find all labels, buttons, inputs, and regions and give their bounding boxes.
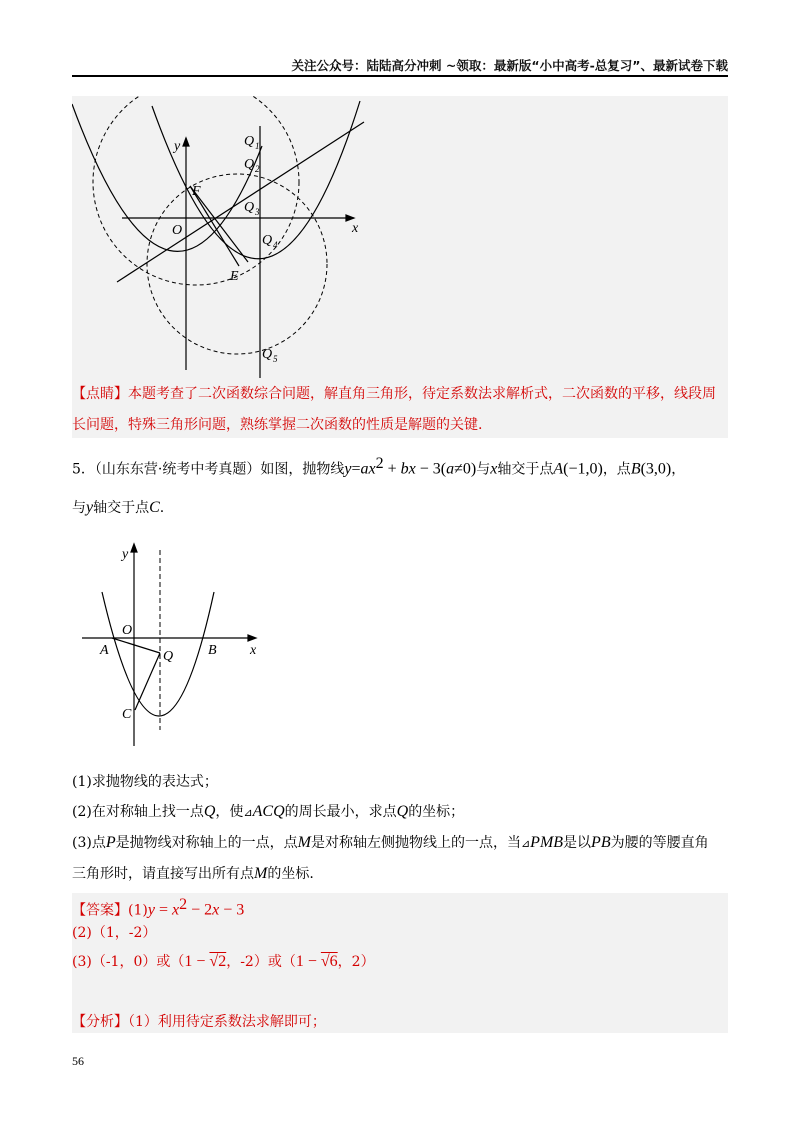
figure-2-graph <box>72 540 272 750</box>
answer-1-y: y <box>147 901 155 919</box>
graph1-label-Q5: Q <box>262 347 273 362</box>
question-2 <box>72 802 728 823</box>
answer-1-prefix: (1) <box>128 902 148 919</box>
answer-3-c: ，-2）或（ <box>226 954 296 970</box>
graph1-sub-5: 5 <box>273 354 278 364</box>
question-3-line-2 <box>72 864 728 884</box>
graph1-parabola-1 <box>72 104 262 251</box>
graph2-y-arrow <box>131 544 137 552</box>
problem-number: 5． <box>72 461 95 478</box>
answer-2: (2)（1，-2） <box>72 925 157 941</box>
answer-1-x: x <box>171 901 180 919</box>
answer-1-x2: x <box>212 901 220 919</box>
answer-tag: 【答案】 <box>72 902 128 919</box>
q2-text-a: (2)在对称轴上找一点 <box>72 804 204 820</box>
graph1-label-y: y <box>174 139 181 154</box>
graph2-parabola <box>102 592 214 716</box>
eq-cond-close: ) <box>470 460 477 478</box>
problem-text-b: 轴交于点 <box>497 461 554 478</box>
problem-line2-c: . <box>159 500 165 516</box>
graph2-label-B: B <box>208 643 217 658</box>
q3-triangle-symbol: ⊿ <box>520 837 531 850</box>
point-A: A <box>553 460 564 478</box>
q2-ACQ: ACQ <box>252 803 285 820</box>
analysis-tag: 【分析】 <box>72 1014 128 1030</box>
answer-3-a: (3)（-1，0）或（ <box>72 954 185 970</box>
answer-3-sqrt6: √6 <box>320 953 338 970</box>
comment-line-1 <box>72 384 728 404</box>
problem-line2-a: 与 <box>72 500 86 516</box>
q3-line2-b: 的坐标. <box>267 866 314 882</box>
eq-equals: = <box>351 460 361 478</box>
graph1-label-O: O <box>172 223 183 238</box>
eq-cond-ne: ≠0 <box>454 460 471 478</box>
graph1-slant-line <box>117 122 364 282</box>
problem-y: y <box>86 499 94 516</box>
eq-square: 2 <box>375 455 384 472</box>
problem-line-2 <box>72 498 728 518</box>
q3-P: P <box>105 834 116 851</box>
answer-1 <box>72 895 728 921</box>
eq-a: a <box>360 460 369 478</box>
q3-line2-a: 三角形时，请直接写出所有点 <box>72 866 254 882</box>
answer-3-b: 1 − <box>184 953 210 970</box>
graph1-label-Q3: Q <box>244 200 255 215</box>
graph1-label-F: F <box>192 184 201 199</box>
answer-1-rest: − 2 <box>187 901 213 919</box>
graph2-label-x: x <box>250 643 257 658</box>
analysis-text: （1）利用待定系数法求解即可； <box>128 1014 326 1030</box>
eq-minus-3: − 3 <box>415 460 441 478</box>
q2-text-d: 的坐标； <box>408 804 465 820</box>
figure-1-panel <box>72 96 728 382</box>
q3-M-2: M <box>254 865 268 882</box>
problem-text-d: ， <box>671 461 686 478</box>
graph2-label-O: O <box>122 623 133 638</box>
graph1-parabola-2 <box>152 101 360 259</box>
comment-text-1: 本题考查了二次函数综合问题，解直角三角形，待定系数法求解析式，二次函数的平移，线段周 <box>128 386 716 402</box>
graph1-label-E: E <box>230 269 239 284</box>
q2-text-b: ，使 <box>215 804 244 820</box>
graph2-segment-CQ <box>135 653 160 710</box>
problem-x: x <box>490 460 498 478</box>
analysis-line <box>72 1012 728 1032</box>
comment-line-2: 长问题，特殊三角形问题，熟练掌握二次函数的性质是解题的关键. <box>72 417 483 433</box>
graph1-label-Q1: Q <box>244 134 255 149</box>
problem-line-1 <box>72 454 728 480</box>
coord-A: (−1,0) <box>563 460 603 478</box>
problem-source: （山东东营·统考中考真题）如图，抛物线 <box>94 461 345 478</box>
question-1: (1)求抛物线的表达式； <box>72 774 218 790</box>
graph2-label-Q: Q <box>163 649 174 664</box>
q3-text-a: (3)点 <box>72 835 106 851</box>
eq-cond-open: ( <box>440 460 447 478</box>
page-number: 56 <box>72 1054 84 1068</box>
header-divider <box>72 75 728 77</box>
graph1-label-Q2: Q <box>244 157 255 172</box>
coord-B: (3,0) <box>640 460 672 478</box>
graph2-segment-AQ <box>112 638 160 653</box>
answer-3-sqrt2: √2 <box>209 953 227 970</box>
graph1-sub-4: 4 <box>273 240 278 250</box>
q3-text-c: 是对称轴左侧抛物线上的一点，当 <box>310 835 521 851</box>
answer-3 <box>72 952 728 972</box>
q3-text-d: 是以 <box>563 835 592 851</box>
q2-triangle-symbol: ⊿ <box>243 806 253 819</box>
eq-y: y <box>344 460 352 478</box>
page-header: 关注公众号：陆陆高分冲刺 ~领取：最新版“小中高考-总复习”、最新试卷下载 <box>291 58 728 73</box>
question-3-line-1 <box>72 833 728 854</box>
answer-panel <box>72 893 728 1033</box>
answer-3-d: 1 − <box>295 953 321 970</box>
eq-x: x <box>368 460 376 478</box>
answer-1-eq: = <box>154 901 172 919</box>
graph2-label-C: C <box>122 707 132 722</box>
comment-tag: 【点睛】 <box>72 386 128 402</box>
graph1-sub-2: 2 <box>255 164 260 174</box>
graph1-sub-1: 1 <box>255 141 260 151</box>
q3-PMB: PMB <box>530 834 564 851</box>
graph1-sub-3: 3 <box>255 207 260 217</box>
q3-PB: PB <box>591 834 611 851</box>
problem-text-c: ，点 <box>602 461 631 478</box>
eq-bx: bx <box>400 460 416 478</box>
figure-1-graph <box>72 96 402 382</box>
q3-text-e: 为腰的等腰直角 <box>610 835 709 851</box>
answer-1-end: − 3 <box>219 901 245 919</box>
graph1-label-Q4: Q <box>262 233 273 248</box>
comment-panel <box>72 382 728 438</box>
graph2-label-y: y <box>122 547 129 562</box>
eq-cond-a: a <box>446 460 455 478</box>
graph1-y-arrow <box>183 138 189 146</box>
eq-plus: + <box>383 460 401 478</box>
graph2-label-A: A <box>100 643 109 658</box>
problem-text-a: 与 <box>476 461 491 478</box>
problem-line2-b: 轴交于点 <box>93 500 150 516</box>
graph2-x-arrow <box>248 635 256 641</box>
graph1-label-x: x <box>352 221 359 236</box>
q2-text-c: 的周长最小，求点 <box>284 804 397 820</box>
answer-1-square: 2 <box>179 896 188 913</box>
q2-Q-2: Q <box>396 803 409 820</box>
point-B: B <box>630 460 641 478</box>
q3-M: M <box>297 834 311 851</box>
q2-Q: Q <box>203 803 216 820</box>
point-C: C <box>149 499 160 516</box>
answer-3-e: ，2） <box>337 954 375 970</box>
q3-text-b: 是抛物线对称轴上的一点，点 <box>115 835 298 851</box>
